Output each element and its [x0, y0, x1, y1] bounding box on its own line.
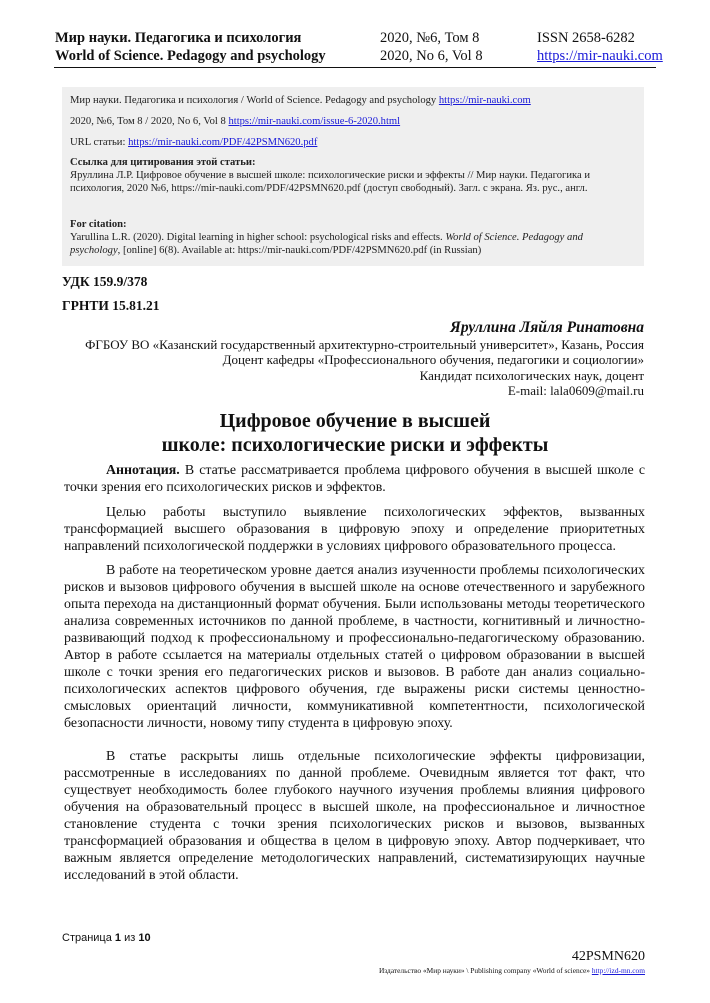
page-total: 10 — [138, 932, 151, 944]
article-url-link[interactable]: https://mir-nauki.com/PDF/42PSMN620.pdf — [128, 137, 318, 148]
author-affiliation: ФГБОУ ВО «Казанский государственный архитектурно-строительный университет», Казань, Россия — [85, 337, 644, 353]
article-code: 42PSMN620 — [571, 949, 645, 964]
journal-title-en: World of Science. Pedagogy and psychology — [55, 48, 326, 64]
title-line-2: школе: психологические риски и эффекты — [161, 434, 549, 456]
paragraph-2: В работе на теоретическом уровне дается анализ изученности проблемы психологических рисков и вызовов цифрового обучения в высшей школе на основе отечественного и зарубежного опыта перехода на дистанционный формат обучения. Были использованы методы теоретического анализа современных источников по данной проблеме, в частности, когнитивный и личностно-развивающий подход к профессиональному и профессионально-педагогическому образованию. Автор в работе ссылается на материалы отдельных статей о цифровом образовании в высшей школе с точки зрения его педагогических рисков и вызовов. В работе дан анализ социально-психологических аспектов цифрового обучения, где выражены риски системы ценностно-смысловых ориентаций личности, коммуникативной компетентности, психологической безопасности личности, новому типу студента в цифровую эпоху. — [64, 563, 645, 731]
issn: ISSN 2658-6282 — [537, 30, 635, 46]
author-name: Яруллина Ляйля Ринатовна — [450, 319, 644, 336]
author-email: E-mail: lala0609@mail.ru — [507, 382, 644, 398]
article-title — [55, 409, 655, 457]
udk: УДК 159.9/378 — [62, 274, 148, 289]
author-block — [85, 320, 644, 398]
journal-title-block — [55, 29, 326, 65]
grnti: ГРНТИ 15.81.21 — [62, 298, 160, 313]
page-indicator: Страница 1 из 10 — [62, 932, 151, 944]
issue-en: 2020, No 6, Vol 8 — [380, 48, 483, 64]
journal-link[interactable]: https://mir-nauki.com — [438, 95, 531, 106]
issue-link[interactable]: https://mir-nauki.com/issue-6-2020.html — [228, 116, 401, 127]
site-link[interactable]: https://mir-nauki.com — [537, 48, 663, 64]
paragraph-3: В статье раскрыты лишь отдельные психологические эффекты цифровизации, рассмотренные в исследованиях по данной проблеме. Очевидным является тот факт, что существует необходимость более глубокого научного изучения проблемы влияния цифрового обучения на образовательный процесс в высшей школе, на профессиональное и личностное становление студента с точки зрения психологических рисков и вызовов, вызванных трансформацией образования и общества в целом в цифровую эпоху. Автор подчеркивает, что важным является определение методологических направлений, систематизирующих научные исследований в этой области. — [64, 749, 645, 883]
citation-en: For citation: Yarullina L.R. (2020). Digital learning in higher school: psychological risks and effects. World of Science. Pedagogy and psychology, [online] 6(8). Available at: https://mir-nauki.com/PDF/42PSMN620.pdf (in Russian) — [70, 219, 583, 257]
meta-line-url: URL статьи: https://mir-nauki.com/PDF/42PSMN620.pdf — [70, 137, 318, 148]
publisher-line: Издательство «Мир науки» \ Publishing company «World of science» http://izd-mn.com — [378, 966, 645, 975]
issue-block — [380, 29, 483, 65]
meta-line-issue: 2020, №6, Том 8 / 2020, No 6, Vol 8 https://mir-nauki.com/issue-6-2020.html — [70, 116, 401, 127]
header-divider — [54, 67, 656, 68]
citation-en-heading: For citation: — [70, 219, 127, 230]
author-degree: Кандидат психологических наук, доцент — [419, 367, 644, 383]
meta-line-journal: Мир науки. Педагогика и психология / World of Science. Pedagogy and psychology https://mir-nauki.com — [70, 95, 531, 106]
journal-title-ru: Мир науки. Педагогика и психология — [55, 30, 302, 46]
citation-ru — [70, 156, 630, 196]
author-position: Доцент кафедры «Профессионального обучения, педагогики и социологии» — [222, 352, 644, 368]
issn-block — [537, 29, 663, 65]
abstract-label: Аннотация. — [106, 463, 180, 478]
citation-en-journal: World of Science. Pedagogy and psychology — [70, 232, 583, 257]
abstract — [64, 462, 645, 496]
page-number: 1 — [114, 932, 122, 944]
citation-ru-text: Яруллина Л.Р. Цифровое обучение в высшей школе: психологические риски и эффекты // Мир науки. Педагогика и психология, 2020 №6, https://mir-nauki.com/PDF/42PSMN620.pdf (доступ свободный). Загл. с экрана. Яз. рус., англ. — [70, 170, 591, 195]
paragraph-1: Целью работы выступило выявление психологических эффектов, вызванных трансформацией высшего образования в цифровую эпоху и определение приоритетных направлений психологической поддержки в условиях цифрового образовательного процесса. — [64, 505, 645, 554]
publisher-link[interactable]: http://izd-mn.com — [591, 966, 645, 975]
title-line-1: Цифровое обучение в высшей — [219, 410, 491, 432]
abstract-text: В статье рассматривается проблема цифрового обучения в высшей школе с точки зрения его психологических рисков и эффектов. — [64, 463, 645, 495]
citation-ru-heading: Ссылка для цитирования этой статьи: — [70, 157, 256, 168]
issue-ru: 2020, №6, Том 8 — [380, 30, 480, 46]
